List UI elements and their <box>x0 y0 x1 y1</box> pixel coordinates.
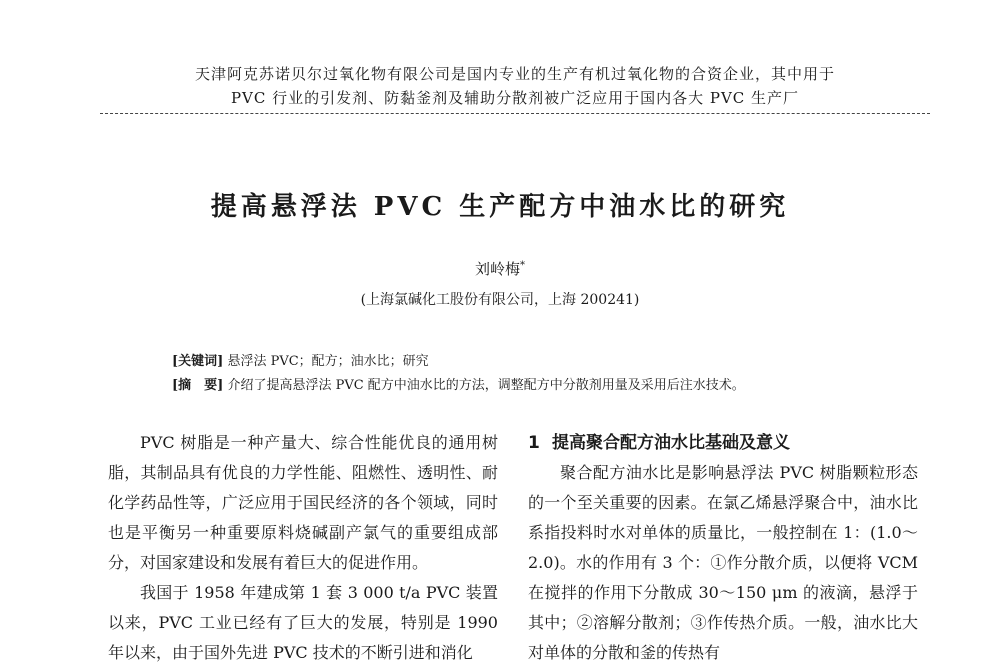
banner-line-2: PVC 行业的引发剂、防黏釜剂及辅助分散剂被广泛应用于国内各大 PVC 生产厂 <box>230 89 800 107</box>
body-paragraph-2: 我国于 1958 年建成第 1 套 3 000 t/a PVC 装置以来，PVC 工业已经有了巨大的发展，特别是 1990 年以来，由于国外先进 PVC 技术的不断引进和消化 <box>108 583 498 662</box>
author-line <box>0 258 1000 279</box>
author-footnote-mark: * <box>520 260 525 271</box>
section-heading <box>528 428 918 458</box>
header-banner <box>100 62 930 110</box>
keywords-label: [关键词] <box>172 354 224 369</box>
keywords-text: 悬浮法 PVC；配方；油水比；研究 <box>227 354 429 369</box>
left-column <box>108 428 498 668</box>
paper-title: 提高悬浮法 PVC 生产配方中油水比的研究 <box>210 192 790 222</box>
abstract-label: [摘 要] <box>172 378 224 393</box>
banner-divider <box>100 113 930 114</box>
body-paragraph-1: PVC 树脂是一种产量大、综合性能优良的通用树脂，其制品具有优良的力学性能、阻燃性、透明性、耐化学药品性等，广泛应用于国民经济的各个领域，同时也是平衡另一种重要原料烧碱副产氯气的重要组成部分，对国家建设和发展有着巨大的促进作用。 <box>108 433 498 572</box>
section-title: 提高聚合配方油水比基础及意义 <box>552 433 790 453</box>
keywords-line <box>172 350 932 369</box>
author-affiliation: (上海氯碱化工股份有限公司，上海 200241) <box>360 292 640 308</box>
banner-line-1: 天津阿克苏诺贝尔过氧化物有限公司是国内专业的生产有机过氧化物的合资企业，其中用于 <box>194 65 835 83</box>
right-column <box>528 428 918 668</box>
abstract-text: 介绍了提高悬浮法 PVC 配方中油水比的方法，调整配方中分散剂用量及采用后注水技术。 <box>227 378 745 393</box>
section-paragraph-1: 聚合配方油水比是影响悬浮法 PVC 树脂颗粒形态的一个至关重要的因素。在氯乙烯悬浮聚合中，油水比系指投料时水对单体的质量比，一般控制在 1：(1.0～2.0)。水的作用有 3 个：①作分散介质，以便将 VCM 在搅拌的作用下分散成 30～150 μm 的液滴，悬浮于其中；②溶解分散剂；③作传热介质。一般，油水比大对单体的分散和釜的传热有 <box>528 463 918 662</box>
abstract-line <box>172 374 932 393</box>
author-name: 刘岭梅 <box>474 260 520 278</box>
section-number: 1 <box>528 433 540 453</box>
